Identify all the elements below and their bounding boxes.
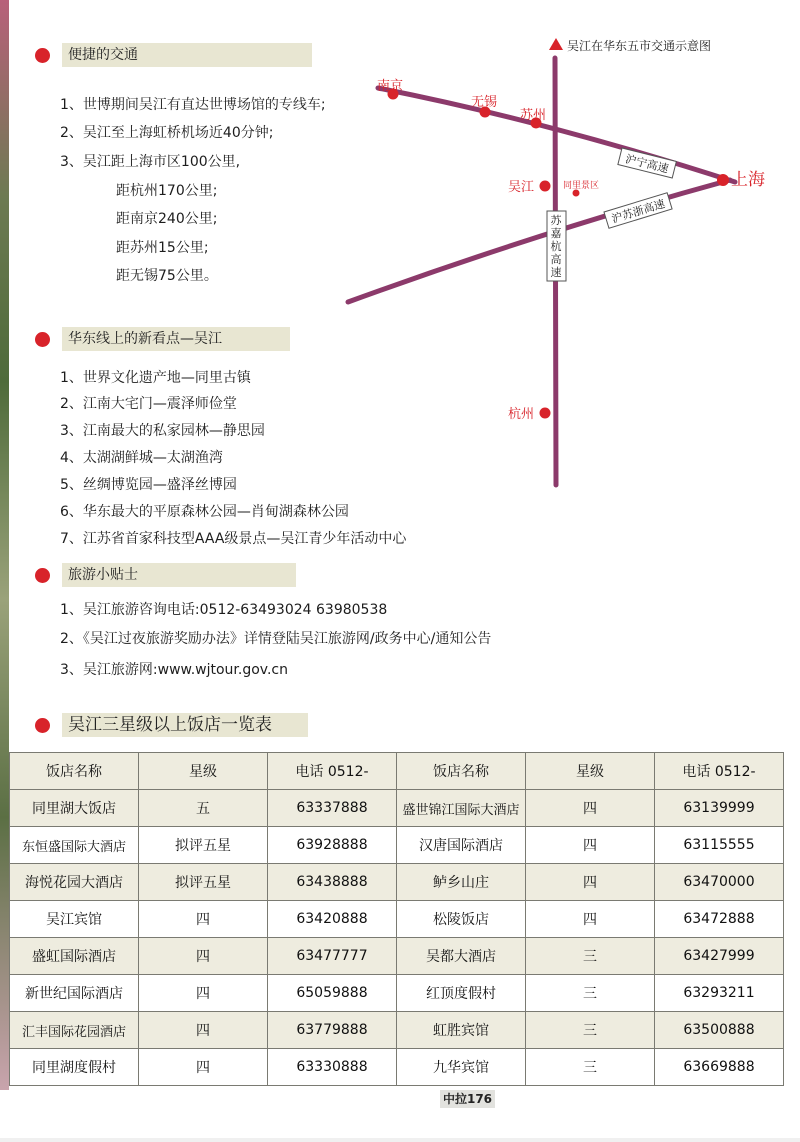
tips-line-3: 3、吴江旅游网:www.wjtour.gov.cn — [60, 662, 288, 678]
section-header-tips — [35, 563, 296, 587]
city-label-wujiang: 吴江 — [508, 180, 535, 195]
star-cell: 四 — [139, 1012, 268, 1049]
table-row — [10, 1012, 784, 1049]
phone-cell: 63779888 — [268, 1012, 397, 1049]
hotel-name-cell: 九华宾馆 — [397, 1049, 526, 1086]
city-label-wuxi: 无锡 — [471, 95, 498, 110]
star-cell: 三 — [526, 938, 655, 975]
city-marker-shanghai — [717, 174, 729, 186]
hotel-name-cell: 新世纪国际酒店 — [10, 975, 139, 1012]
phone-cell: 63669888 — [655, 1049, 784, 1086]
star-cell: 五 — [139, 790, 268, 827]
svg-text:高: 高 — [550, 253, 562, 266]
phone-cell: 63477777 — [268, 938, 397, 975]
star-cell: 四 — [526, 901, 655, 938]
phone-cell: 65059888 — [268, 975, 397, 1012]
svg-text:杭: 杭 — [550, 240, 562, 253]
hotel-name-cell: 虹胜宾馆 — [397, 1012, 526, 1049]
table-row — [10, 975, 784, 1012]
sights-line-7: 7、江苏省首家科技型AAA级景点—吴江青少年活动中心 — [60, 531, 407, 547]
star-cell: 拟评五星 — [139, 827, 268, 864]
bullet-dot-icon — [35, 718, 50, 733]
section-title-transport: 便捷的交通 — [62, 43, 312, 67]
bullet-dot-icon — [35, 568, 50, 583]
road-label-sujiahang — [547, 211, 566, 281]
hotel-name-cell: 同里湖大饭店 — [10, 790, 139, 827]
table-row — [10, 938, 784, 975]
transport-line-1: 1、世博期间吴江有直达世博场馆的专线车; — [60, 97, 326, 113]
city-label-suzhou: 苏州 — [520, 108, 547, 123]
phone-cell: 63472888 — [655, 901, 784, 938]
city-marker-wujiang — [540, 181, 551, 192]
hotel-name-cell: 红顶度假村 — [397, 975, 526, 1012]
sights-line-1: 1、世界文化遗产地—同里古镇 — [60, 370, 251, 386]
hotel-name-cell: 松陵饭店 — [397, 901, 526, 938]
table-row — [10, 864, 784, 901]
map-title: 吴江在华东五市交通示意图 — [567, 39, 712, 53]
city-label-tongli: 同里景区 — [563, 181, 600, 191]
table-header-row — [10, 753, 784, 790]
star-cell: 四 — [139, 975, 268, 1012]
road-husuzhe — [348, 180, 730, 302]
table-row — [10, 901, 784, 938]
hotel-name-cell: 汇丰国际花园酒店 — [10, 1012, 139, 1049]
svg-text:沪宁高速: 沪宁高速 — [623, 152, 670, 176]
star-cell: 四 — [139, 1049, 268, 1086]
phone-cell: 63337888 — [268, 790, 397, 827]
transport-line-2: 2、吴江至上海虹桥机场近40分钟; — [60, 125, 274, 141]
star-cell: 三 — [526, 1012, 655, 1049]
sights-line-2: 2、江南大宅门—震泽师俭堂 — [60, 396, 237, 412]
section-title-tips: 旅游小贴士 — [62, 563, 296, 587]
table-row — [10, 790, 784, 827]
city-label-nanjing: 南京 — [377, 79, 404, 94]
sights-line-5: 5、丝绸博览园—盛泽丝博园 — [60, 477, 237, 493]
phone-cell: 63330888 — [268, 1049, 397, 1086]
transport-line-5: 距南京240公里; — [116, 211, 218, 227]
bottom-rule — [0, 1138, 800, 1142]
hotel-name-cell: 海悦花园大酒店 — [10, 864, 139, 901]
phone-cell: 63115555 — [655, 827, 784, 864]
star-cell: 三 — [526, 975, 655, 1012]
header-phone: 电话 0512- — [655, 753, 784, 790]
hotels-table — [9, 752, 784, 1086]
header-phone: 电话 0512- — [268, 753, 397, 790]
header-hotel-name: 饭店名称 — [397, 753, 526, 790]
hotel-name-cell: 东恒盛国际大酒店 — [10, 827, 139, 864]
city-marker-hangzhou — [540, 408, 551, 419]
sights-line-4: 4、太湖湖鲜城—太湖渔湾 — [60, 450, 223, 466]
header-hotel-name: 饭店名称 — [10, 753, 139, 790]
hotel-name-cell: 汉唐国际酒店 — [397, 827, 526, 864]
star-cell: 三 — [526, 1049, 655, 1086]
header-star: 星级 — [526, 753, 655, 790]
phone-cell: 63470000 — [655, 864, 784, 901]
sights-line-6: 6、华东最大的平原森林公园—肖甸湖森林公园 — [60, 504, 349, 520]
table-row — [10, 827, 784, 864]
transport-line-7: 距无锡75公里。 — [116, 268, 218, 284]
svg-text:沪苏浙高速: 沪苏浙高速 — [610, 197, 667, 226]
star-cell: 四 — [526, 864, 655, 901]
star-cell: 四 — [526, 790, 655, 827]
table-row — [10, 1049, 784, 1086]
section-title-hotels: 吴江三星级以上饭店一览表 — [62, 713, 308, 737]
tips-line-2: 2、《吴江过夜旅游奖励办法》详情登陆吴江旅游网/政务中心/通知公告 — [60, 631, 492, 647]
road-label-husuzhe — [604, 193, 672, 229]
sights-line-3: 3、江南最大的私家园林—静思园 — [60, 423, 265, 439]
phone-cell: 63420888 — [268, 901, 397, 938]
page-number: 中拉176 — [440, 1090, 495, 1108]
star-cell: 四 — [526, 827, 655, 864]
hotel-name-cell: 鲈乡山庄 — [397, 864, 526, 901]
city-label-shanghai: 上海 — [731, 170, 765, 190]
hotel-name-cell: 盛虹国际酒店 — [10, 938, 139, 975]
phone-cell: 63293211 — [655, 975, 784, 1012]
hotel-name-cell: 同里湖度假村 — [10, 1049, 139, 1086]
hotel-name-cell: 吴江宾馆 — [10, 901, 139, 938]
header-star: 星级 — [139, 753, 268, 790]
star-cell: 拟评五星 — [139, 864, 268, 901]
transport-line-3: 3、吴江距上海市区100公里, — [60, 154, 241, 170]
transport-line-4: 距杭州170公里; — [116, 183, 218, 199]
hotel-name-cell: 吴都大酒店 — [397, 938, 526, 975]
section-header-hotels — [35, 713, 308, 737]
star-cell: 四 — [139, 938, 268, 975]
phone-cell: 63500888 — [655, 1012, 784, 1049]
city-label-hangzhou: 杭州 — [508, 407, 535, 422]
phone-cell: 63139999 — [655, 790, 784, 827]
hotel-name-cell: 盛世锦江国际大酒店 — [397, 790, 526, 827]
tips-line-1: 1、吴江旅游咨询电话:0512-63493024 63980538 — [60, 602, 388, 618]
phone-cell: 63438888 — [268, 864, 397, 901]
svg-text:嘉: 嘉 — [550, 227, 562, 240]
svg-text:速: 速 — [550, 266, 562, 279]
section-title-sights: 华东线上的新看点—吴江 — [62, 327, 290, 351]
map-title-triangle-icon — [549, 38, 563, 50]
phone-cell: 63427999 — [655, 938, 784, 975]
phone-cell: 63928888 — [268, 827, 397, 864]
transport-line-6: 距苏州15公里; — [116, 240, 209, 256]
svg-text:苏: 苏 — [550, 214, 562, 227]
star-cell: 四 — [139, 901, 268, 938]
transport-map — [0, 0, 800, 500]
